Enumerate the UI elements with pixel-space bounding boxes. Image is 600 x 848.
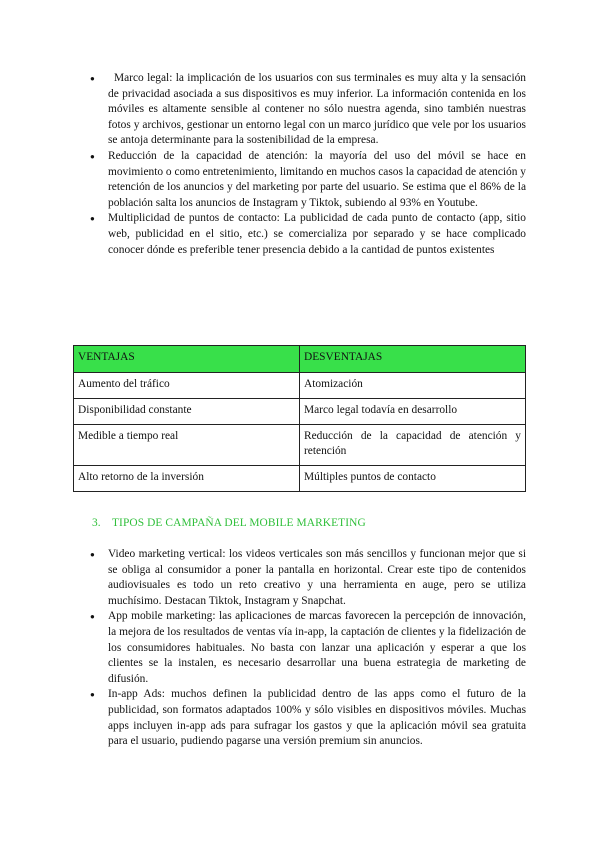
advantages-disadvantages-table	[73, 345, 526, 492]
table-cell: Alto retorno de la inversión	[74, 466, 300, 492]
table-cell: Disponibilidad constante	[74, 399, 300, 425]
header-desventajas: DESVENTAJAS	[300, 346, 526, 373]
campaign-types-bullet-list	[78, 547, 526, 750]
bullet-text: Marco legal: la implicación de los usuarios con sus terminales es muy alta y la sensación de privacidad asociada a sus dispositivos es muy inferior. La información contenida en los móviles es altamente sensible al contener no sólo nuestra agenda, sino también nuestras fotos y archivos, gestionar un entorno legal con un marco jurídico que vele por los usuarios se antoja determinante para la sostenibilidad de la empresa.	[108, 72, 526, 147]
table-header-row	[74, 346, 526, 373]
list-item	[78, 149, 526, 211]
bullet-text: Multiplicidad de puntos de contacto: La publicidad de cada punto de contacto (app, sitio web, publicidad en el sitio, etc.) se comercializa por separado y se hace complicado conocer dónde es preferible tener presencia debido a la cantidad de puntos existentes	[108, 212, 526, 256]
table-cell: Atomización	[300, 373, 526, 399]
table-cell: Reducción de la capacidad de atención y retención	[300, 425, 526, 466]
section-title: TIPOS DE CAMPAÑA DEL MOBILE MARKETING	[112, 517, 366, 529]
bullet-text: Reducción de la capacidad de atención: la mayoría del uso del móvil se hace en movimiento o como entretenimiento, limitando en muchos casos la capacidad de atención y retención de los anuncios y del marketing por parte del usuario. Se estima que el 86% de la población salta los anuncios de Instagram y Tiktok, subiendo al 93% en Youtube.	[108, 149, 526, 209]
list-item	[78, 609, 526, 687]
table-row	[74, 466, 526, 492]
header-ventajas: VENTAJAS	[74, 346, 300, 373]
table-cell: Medible a tiempo real	[74, 425, 300, 466]
list-item	[78, 547, 526, 609]
bullet-text: Video marketing vertical: los videos verticales son más sencillos y funcionan mejor que si se obliga al consumidor a poner la pantalla en horizontal. Crear este tipo de contenidos audiovisuales es todo un reto creativo y una herramienta en auge, pero se utiliza muchísimo. Destacan Tiktok, Instagram y Snapchat.	[108, 548, 526, 607]
table-row	[74, 373, 526, 399]
intro-bullet-list	[78, 71, 526, 258]
section-number: 3.	[92, 517, 101, 529]
list-item	[78, 687, 526, 749]
table-row	[74, 425, 526, 466]
table-row	[74, 399, 526, 425]
section-heading	[92, 516, 366, 532]
table-cell: Aumento del tráfico	[74, 373, 300, 399]
table-cell: Múltiples puntos de contacto	[300, 466, 526, 492]
table-cell: Marco legal todavía en desarrollo	[300, 399, 526, 425]
list-item	[78, 211, 526, 258]
bullet-text: App mobile marketing: las aplicaciones de marcas favorecen la percepción de innovación, la mejora de los resultados de ventas vía in-app, la captación de clientes y la fidelización de los consumidores habituales. No basta con lanzar una aplicación y esperar a que los clientes se la instalen, es necesario desarrollar una buena estrategia de marketing de difusión.	[108, 610, 526, 685]
list-item	[78, 71, 526, 149]
bullet-text: In-app Ads: muchos definen la publicidad dentro de las apps como el futuro de la publicidad, son formatos adaptados 100% y sólo visibles en dispositivos móviles. Muchas apps incluyen in-app ads para sufragar los gastos y que la aplicación móvil sea gratuita para el usuario, pudiendo pagarse una versión premium sin anuncios.	[108, 688, 526, 748]
